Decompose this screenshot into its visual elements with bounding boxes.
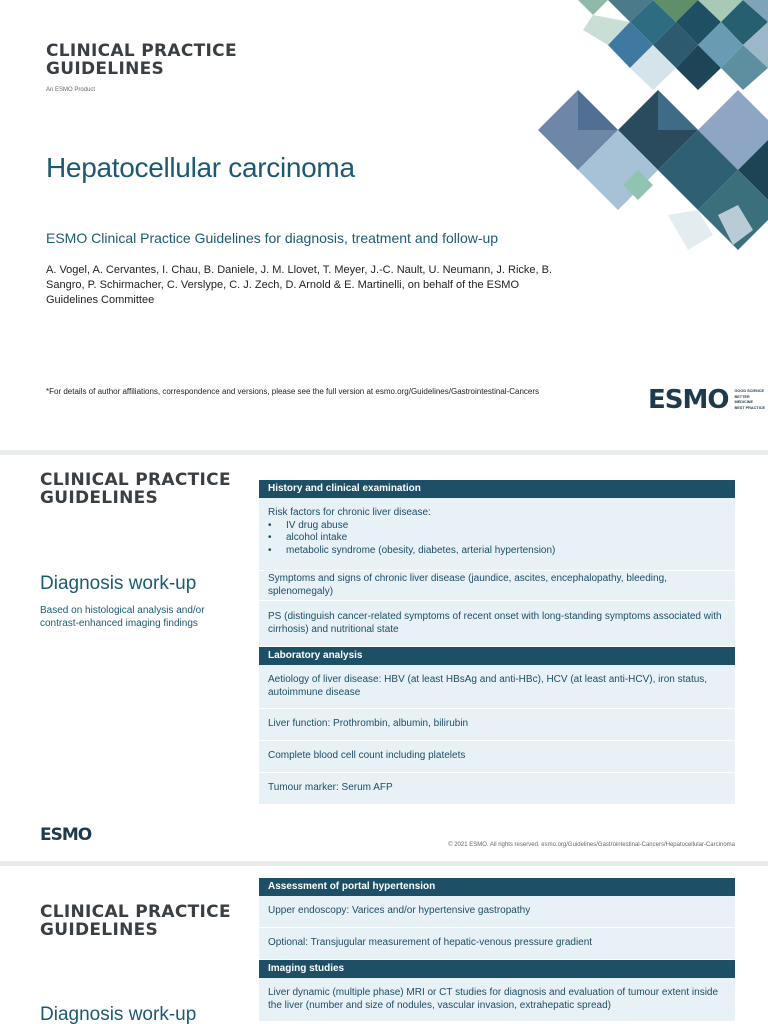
cpg-logo-line2: GUIDELINES xyxy=(40,488,159,508)
table-row-tumour-marker: Tumour marker: Serum AFP xyxy=(259,773,735,805)
diagnosis-table xyxy=(259,480,735,805)
risk-factors-title: Risk factors for chronic liver disease: xyxy=(268,507,431,518)
cpg-logo-line1: CLINICAL PRACTICE xyxy=(46,41,237,61)
esmo-logo-word: ESMO xyxy=(648,385,729,415)
table-row-imaging: Liver dynamic (multiple phase) MRI or CT studies for diagnosis and evaluation of tumour extent inside the liver (number and size of nodules, vascular invasion, extrahepatic spread) xyxy=(259,978,735,1022)
table-row-risk-factors xyxy=(259,498,735,571)
list-item: • IV drug abuse xyxy=(268,520,726,533)
table-header-portal-hypertension: Assessment of portal hypertension xyxy=(259,878,735,896)
section-subtitle: Based on histological analysis and/or contrast-enhanced imaging findings xyxy=(40,605,205,629)
table-row-endoscopy: Upper endoscopy: Varices and/or hypertensive gastropathy xyxy=(259,896,735,928)
table-row-aetiology: Aetiology of liver disease: HBV (at least HBsAg and anti-HBc), HCV (at least anti-HCV), iron status, autoimmune disease xyxy=(259,665,735,709)
list-item: • alcohol intake xyxy=(268,532,726,545)
copyright: © 2021 ESMO. All rights reserved. esmo.org/Guidelines/Gastrointestinal-Cancers/Hepatocellular-Carcinoma xyxy=(448,842,735,848)
esmo-logo-small: ESMO xyxy=(40,825,92,845)
cpg-logo xyxy=(40,903,231,939)
table-row-blood-count: Complete blood cell count including platelets xyxy=(259,741,735,773)
geometric-mosaic-decoration xyxy=(538,0,768,260)
section-title: Diagnosis work-up xyxy=(40,573,197,594)
table-row-ps: PS (distinguish cancer-related symptoms of recent onset with long-standing symptoms associated with cirrhosis) and nutritional state xyxy=(259,601,735,647)
cover-slide xyxy=(0,0,768,450)
section-title: Diagnosis work-up xyxy=(40,1004,197,1024)
list-item: • metabolic syndrome (obesity, diabetes, arterial hypertension) xyxy=(268,545,726,558)
cpg-logo-line2: GUIDELINES xyxy=(40,920,159,940)
tagline-line3: BEST PRACTICE xyxy=(734,405,766,410)
risk-factors-list xyxy=(268,520,726,558)
diagnosis-slide-1 xyxy=(0,455,768,861)
table-row-liver-function: Liver function: Prothrombin, albumin, bilirubin xyxy=(259,709,735,741)
product-note: An ESMO Product xyxy=(46,87,96,93)
tagline-line1: GOOD SCIENCE xyxy=(734,389,765,393)
author-list: A. Vogel, A. Cervantes, I. Chau, B. Daniele, J. M. Llovet, T. Meyer, J.-C. Nault, U. Neumann, J. Ricke, B. Sangro, P. Schirmacher, C. Verslype, C. J. Zech, D. Arnold & E. Martinelli, on behalf of the ESMO Guidelines Committee xyxy=(46,264,553,306)
footnote: *For details of author affiliations, correspondence and versions, please see the full version at esmo.org/Guidelines/Gastrointestinal-Cancers xyxy=(46,387,540,396)
cpg-logo-line2: GUIDELINES xyxy=(46,59,165,79)
document-subtitle: ESMO Clinical Practice Guidelines for diagnosis, treatment and follow-up xyxy=(46,230,499,246)
cpg-logo xyxy=(46,42,237,78)
tagline-line2: BETTER MEDICINE xyxy=(734,394,754,404)
table-row-optional: Optional: Transjugular measurement of hepatic-venous pressure gradient xyxy=(259,928,735,960)
table-header-laboratory: Laboratory analysis xyxy=(259,647,735,665)
diagnosis-table xyxy=(259,878,735,1022)
table-row-symptoms: Symptoms and signs of chronic liver disease (jaundice, ascites, encephalopathy, bleeding, splenomegaly) xyxy=(259,571,735,601)
cpg-logo-line1: CLINICAL PRACTICE xyxy=(40,470,231,490)
cpg-logo-line1: CLINICAL PRACTICE xyxy=(40,902,231,922)
diagnosis-slide-2 xyxy=(0,866,768,1024)
table-header-history: History and clinical examination xyxy=(259,480,735,498)
document-title: Hepatocellular carcinoma xyxy=(46,152,355,183)
esmo-tagline xyxy=(734,389,768,411)
cpg-logo xyxy=(40,471,231,507)
table-header-imaging: Imaging studies xyxy=(259,960,735,978)
esmo-logo xyxy=(648,385,768,415)
